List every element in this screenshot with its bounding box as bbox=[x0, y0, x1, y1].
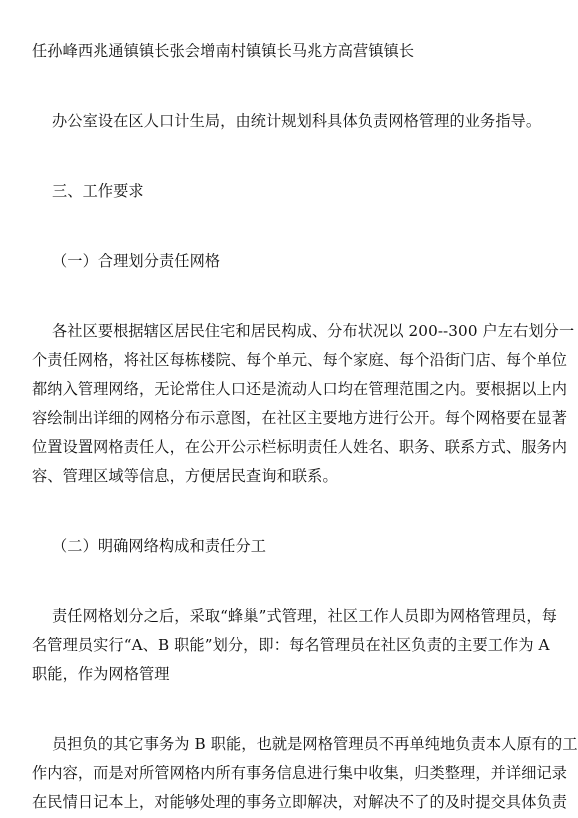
paragraph-leaders bbox=[32, 37, 552, 66]
text-line: 办公室设在区人口计生局，由统计规划科具体负责网格管理的业务指导。 bbox=[52, 112, 542, 130]
text-line: 员担负的其它事务为 B 职能，也就是网格管理员不再单纯地负责本人原有的工 bbox=[52, 735, 578, 753]
text-line: 任孙峰西兆通镇镇长张会增南村镇镇长马兆方高营镇镇长 bbox=[32, 42, 415, 60]
paragraph-network-structure-continued bbox=[32, 730, 578, 817]
text-line: 责任网格划分之后，采取“蜂巢”式管理，社区工作人员即为网格管理员，每 bbox=[52, 607, 557, 625]
paragraph-office bbox=[32, 107, 552, 136]
subsection-heading: （一）合理划分责任网格 bbox=[52, 252, 221, 270]
text-line: 个责任网格，将社区每栋楼院、每个单元、每个家庭、每个沿街门店、每个单位 bbox=[32, 351, 568, 369]
text-line: 名管理员实行“A、B 职能”划分，即：每名管理员在社区负责的主要工作为 A bbox=[32, 636, 550, 654]
paragraph-network-structure bbox=[32, 602, 557, 689]
text-line: 在民情日记本上，对能够处理的事务立即解决，对解决不了的及时提交具体负责 bbox=[32, 793, 568, 811]
subsection-heading-grid-division bbox=[32, 247, 552, 276]
text-line: 职能，作为网格管理 bbox=[32, 665, 170, 683]
section-heading: 三、工作要求 bbox=[52, 182, 144, 200]
text-line: 各社区要根据辖区居民住宅和居民构成、分布状况以 200--300 户左右划分一 bbox=[52, 322, 575, 340]
subsection-heading: （二）明确网络构成和责任分工 bbox=[52, 537, 267, 555]
text-line: 都纳入管理网络，无论常住人口还是流动人口均在管理范围之内。要根据以上内 bbox=[32, 380, 568, 398]
text-line: 容、管理区域等信息，方便居民查询和联系。 bbox=[32, 467, 338, 485]
section-heading-work-requirements bbox=[32, 177, 552, 206]
text-line: 容绘制出详细的网格分布示意图，在社区主要地方进行公开。每个网格要在显著 bbox=[32, 409, 568, 427]
text-line: 作内容，而是对所管网格内所有事务信息进行集中收集，归类整理，并详细记录 bbox=[32, 764, 568, 782]
subsection-heading-network-structure bbox=[32, 532, 552, 561]
text-line: 位置设置网格责任人，在公开公示栏标明责任人姓名、职务、联系方式、服务内 bbox=[32, 438, 568, 456]
paragraph-grid-division bbox=[32, 317, 575, 491]
